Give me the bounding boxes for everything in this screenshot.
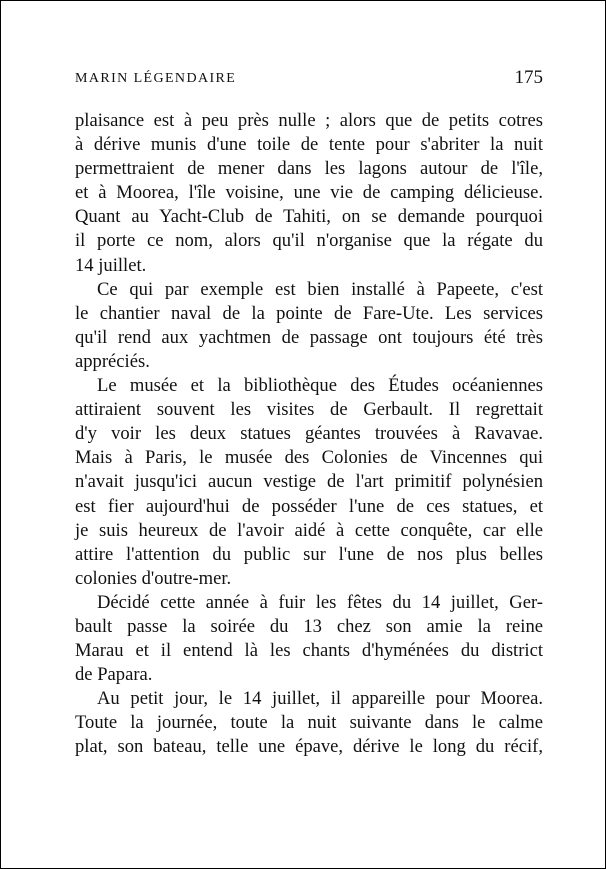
text-line: n'avait jusqu'ici aucun vestige de l'art primitif polynésien — [75, 471, 543, 493]
text-line: Ce qui par exemple est bien installé à Papeete, c'est — [97, 278, 543, 300]
text-line: permettraient de mener dans les lagons autour de l'île, — [75, 158, 543, 180]
text-line: Mais à Paris, le musée des Colonies de Vincennes qui — [75, 447, 543, 469]
text-line: Décidé cette année à fuir les fêtes du 14 juillet, Ger- — [97, 591, 543, 613]
text-line: à dérive munis d'une toile de tente pour s'abriter la nuit — [75, 134, 543, 156]
text-line: 14 juillet. — [75, 254, 147, 276]
page-number: 175 — [514, 67, 543, 88]
paragraph — [75, 687, 543, 759]
text-line: attiraient souvent les visites de Gerbault. Il regrettait — [75, 399, 543, 421]
paragraph — [75, 278, 543, 374]
running-head: MARIN LÉGENDAIRE — [75, 71, 237, 86]
text-line: je suis heureux de l'avoir aidé à cette conquête, car elle — [75, 519, 543, 541]
text-line: Toute la journée, toute la nuit suivante dans le calme — [75, 712, 543, 734]
text-line: colonies d'outre-mer. — [75, 567, 232, 589]
text-line: appréciés. — [75, 350, 150, 372]
text-line: de Papara. — [75, 664, 153, 686]
text-line: d'y voir les deux statues géantes trouvées à Ravavae. — [75, 423, 543, 445]
text-line: le chantier naval de la pointe de Fare-Ute. Les services — [75, 302, 543, 324]
text-line: Marau et il entend là les chants d'hyménées du district — [75, 640, 543, 662]
text-line: plaisance est à peu près nulle ; alors que de petits cotres — [75, 110, 543, 131]
paragraph — [75, 374, 543, 591]
text-line: qu'il rend aux yachtmen de passage ont toujours été très — [75, 326, 543, 348]
page-header — [75, 67, 545, 89]
text-line: il porte ce nom, alors qu'il n'organise que la régate du — [75, 230, 543, 252]
text-line: Au petit jour, le 14 juillet, il appareille pour Moorea. — [97, 688, 543, 710]
text-line: et à Moorea, l'île voisine, une vie de camping délicieuse. — [75, 182, 543, 204]
paragraph — [75, 591, 543, 687]
text-line: attire l'attention du public sur l'une de nos plus belles — [75, 543, 543, 565]
text-line: Quant au Yacht-Club de Tahiti, on se demande pourquoi — [75, 206, 543, 228]
text-line: bault passe la soirée du 13 chez son amie la reine — [75, 615, 543, 637]
paragraph — [75, 109, 543, 278]
text-line: est fier aujourd'hui de posséder l'une de ces statues, et — [75, 495, 543, 517]
text-line: Le musée et la bibliothèque des Études océaniennes — [97, 375, 543, 397]
body-text — [75, 109, 543, 760]
text-line: plat, son bateau, telle une épave, dérive le long du récif, — [75, 736, 543, 758]
